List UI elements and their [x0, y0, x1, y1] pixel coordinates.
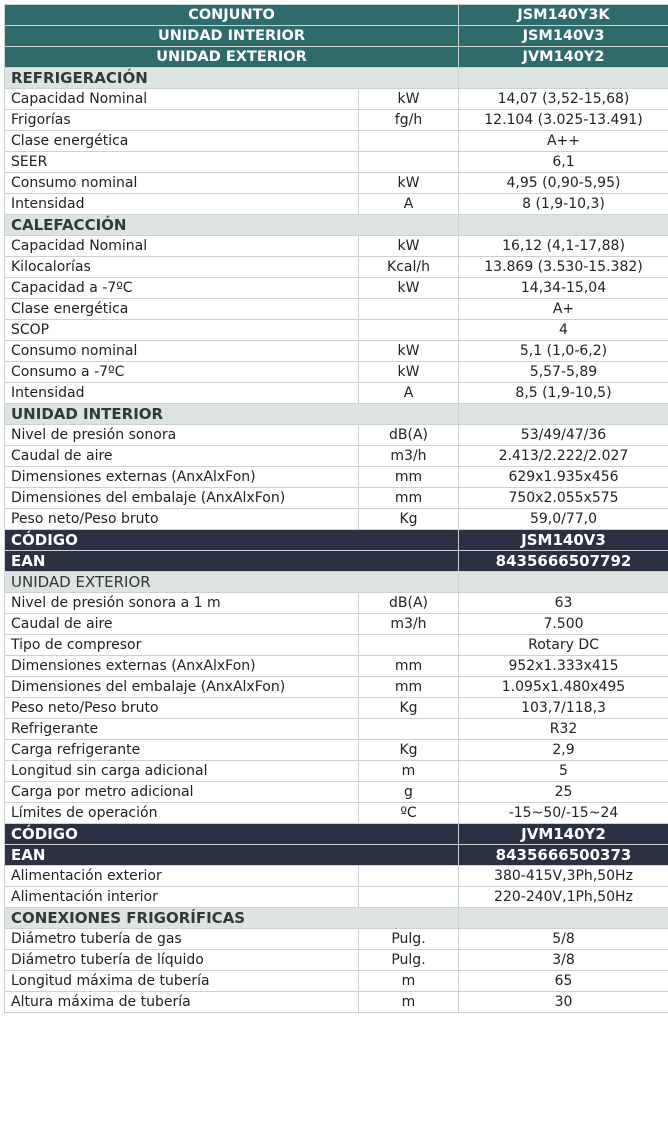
spec-row [5, 257, 668, 278]
spec-value: 380-415V,3Ph,50Hz [459, 866, 668, 887]
spec-row [5, 635, 668, 656]
spec-unit: mm [359, 677, 459, 698]
header-label: UNIDAD INTERIOR [5, 26, 459, 47]
spec-row [5, 887, 668, 908]
spec-value: 8,5 (1,9-10,5) [459, 383, 668, 404]
spec-label: SCOP [5, 320, 359, 341]
spec-label: Consumo nominal [5, 173, 359, 194]
spec-label: Diámetro tubería de gas [5, 929, 359, 950]
spec-table-body [5, 5, 668, 1013]
spec-row [5, 341, 668, 362]
spec-table [4, 4, 668, 1013]
spec-label: SEER [5, 152, 359, 173]
code-label: CÓDIGO [5, 530, 459, 551]
section-filler [459, 908, 668, 929]
spec-label: Longitud máxima de tubería [5, 971, 359, 992]
spec-row [5, 509, 668, 530]
spec-label: Diámetro tubería de líquido [5, 950, 359, 971]
spec-unit: kW [359, 173, 459, 194]
spec-label: Intensidad [5, 194, 359, 215]
spec-label: Dimensiones externas (AnxAlxFon) [5, 467, 359, 488]
spec-label: Frigorías [5, 110, 359, 131]
section-filler [459, 215, 668, 236]
spec-row [5, 614, 668, 635]
spec-row [5, 656, 668, 677]
spec-row [5, 761, 668, 782]
spec-label: Refrigerante [5, 719, 359, 740]
spec-unit: m [359, 761, 459, 782]
spec-row [5, 593, 668, 614]
spec-value: 7.500 [459, 614, 668, 635]
spec-row [5, 950, 668, 971]
spec-row [5, 992, 668, 1013]
spec-row [5, 89, 668, 110]
spec-value: 53/49/47/36 [459, 425, 668, 446]
spec-row [5, 320, 668, 341]
spec-unit: m [359, 992, 459, 1013]
spec-row [5, 236, 668, 257]
spec-row [5, 131, 668, 152]
spec-unit: m3/h [359, 614, 459, 635]
spec-label: Capacidad Nominal [5, 236, 359, 257]
spec-label: Caudal de aire [5, 614, 359, 635]
spec-label: Límites de operación [5, 803, 359, 824]
code-row-ean [5, 845, 668, 866]
spec-unit [359, 866, 459, 887]
spec-value: 6,1 [459, 152, 668, 173]
header-label: UNIDAD EXTERIOR [5, 47, 459, 68]
header-value: JSM140Y3K [459, 5, 668, 26]
spec-value: 14,07 (3,52-15,68) [459, 89, 668, 110]
spec-row [5, 362, 668, 383]
spec-row [5, 194, 668, 215]
spec-value: 5 [459, 761, 668, 782]
spec-value: 2.413/2.222/2.027 [459, 446, 668, 467]
code-label: EAN [5, 551, 459, 572]
spec-label: Peso neto/Peso bruto [5, 509, 359, 530]
spec-unit [359, 299, 459, 320]
spec-label: Carga por metro adicional [5, 782, 359, 803]
spec-unit: Kcal/h [359, 257, 459, 278]
spec-label: Altura máxima de tubería [5, 992, 359, 1013]
spec-row [5, 866, 668, 887]
spec-value: 16,12 (4,1-17,88) [459, 236, 668, 257]
spec-unit: mm [359, 656, 459, 677]
spec-value: 750x2.055x575 [459, 488, 668, 509]
header-row-unidad-exterior [5, 47, 668, 68]
section-header-unidad-interior [5, 404, 668, 425]
spec-label: Tipo de compresor [5, 635, 359, 656]
code-row-ean [5, 551, 668, 572]
spec-value: 952x1.333x415 [459, 656, 668, 677]
spec-label: Carga refrigerante [5, 740, 359, 761]
spec-value: 63 [459, 593, 668, 614]
spec-value: 629x1.935x456 [459, 467, 668, 488]
spec-label: Dimensiones externas (AnxAlxFon) [5, 656, 359, 677]
spec-label: Dimensiones del embalaje (AnxAlxFon) [5, 488, 359, 509]
section-header-calefaccion [5, 215, 668, 236]
spec-value: A+ [459, 299, 668, 320]
code-value: 8435666507792 [459, 551, 668, 572]
header-value: JSM140V3 [459, 26, 668, 47]
section-header-unidad-exterior [5, 572, 668, 593]
code-row-codigo [5, 824, 668, 845]
spec-label: Peso neto/Peso bruto [5, 698, 359, 719]
spec-value: 5,1 (1,0-6,2) [459, 341, 668, 362]
spec-value: 8 (1,9-10,3) [459, 194, 668, 215]
spec-unit: Kg [359, 740, 459, 761]
spec-unit: A [359, 194, 459, 215]
spec-label: Nivel de presión sonora [5, 425, 359, 446]
spec-value: 220-240V,1Ph,50Hz [459, 887, 668, 908]
spec-value: R32 [459, 719, 668, 740]
spec-unit: dB(A) [359, 593, 459, 614]
spec-value: 2,9 [459, 740, 668, 761]
spec-row [5, 299, 668, 320]
section-title: CONEXIONES FRIGORÍFICAS [5, 908, 459, 929]
header-label: CONJUNTO [5, 5, 459, 26]
spec-row [5, 782, 668, 803]
spec-unit: Pulg. [359, 950, 459, 971]
spec-unit: dB(A) [359, 425, 459, 446]
spec-row [5, 740, 668, 761]
spec-value: A++ [459, 131, 668, 152]
spec-row [5, 719, 668, 740]
spec-row [5, 467, 668, 488]
section-header-refrigeracion [5, 68, 668, 89]
spec-row [5, 488, 668, 509]
spec-row [5, 929, 668, 950]
section-title: CALEFACCIÓN [5, 215, 459, 236]
section-header-conexiones-frigorificas [5, 908, 668, 929]
spec-unit: kW [359, 236, 459, 257]
spec-label: Kilocalorías [5, 257, 359, 278]
spec-label: Capacidad a -7ºC [5, 278, 359, 299]
spec-value: -15~50/-15~24 [459, 803, 668, 824]
spec-value: 13.869 (3.530-15.382) [459, 257, 668, 278]
section-title: UNIDAD EXTERIOR [5, 572, 459, 593]
spec-unit: mm [359, 488, 459, 509]
spec-label: Intensidad [5, 383, 359, 404]
spec-value: 12.104 (3.025-13.491) [459, 110, 668, 131]
spec-label: Consumo nominal [5, 341, 359, 362]
spec-unit: Kg [359, 698, 459, 719]
spec-unit [359, 719, 459, 740]
spec-unit: Pulg. [359, 929, 459, 950]
header-row-unidad-interior [5, 26, 668, 47]
spec-row [5, 383, 668, 404]
spec-row [5, 971, 668, 992]
spec-value: 4 [459, 320, 668, 341]
spec-label: Caudal de aire [5, 446, 359, 467]
spec-label: Clase energética [5, 131, 359, 152]
spec-label: Alimentación exterior [5, 866, 359, 887]
spec-value: 1.095x1.480x495 [459, 677, 668, 698]
spec-value: 5/8 [459, 929, 668, 950]
section-filler [459, 68, 668, 89]
spec-unit: kW [359, 341, 459, 362]
spec-unit: A [359, 383, 459, 404]
spec-unit [359, 887, 459, 908]
spec-unit: kW [359, 362, 459, 383]
spec-value: Rotary DC [459, 635, 668, 656]
spec-label: Longitud sin carga adicional [5, 761, 359, 782]
spec-unit [359, 152, 459, 173]
code-label: EAN [5, 845, 459, 866]
spec-row [5, 110, 668, 131]
code-value: JVM140Y2 [459, 824, 668, 845]
spec-unit: m [359, 971, 459, 992]
spec-unit [359, 131, 459, 152]
spec-label: Alimentación interior [5, 887, 359, 908]
spec-unit: ºC [359, 803, 459, 824]
spec-value: 14,34-15,04 [459, 278, 668, 299]
spec-unit: mm [359, 467, 459, 488]
code-value: JSM140V3 [459, 530, 668, 551]
section-filler [459, 404, 668, 425]
spec-unit [359, 320, 459, 341]
code-value: 8435666500373 [459, 845, 668, 866]
spec-label: Nivel de presión sonora a 1 m [5, 593, 359, 614]
spec-value: 3/8 [459, 950, 668, 971]
spec-unit: kW [359, 89, 459, 110]
spec-row [5, 803, 668, 824]
spec-label: Dimensiones del embalaje (AnxAlxFon) [5, 677, 359, 698]
section-filler [459, 572, 668, 593]
section-title: UNIDAD INTERIOR [5, 404, 459, 425]
spec-label: Clase energética [5, 299, 359, 320]
spec-value: 5,57-5,89 [459, 362, 668, 383]
spec-unit [359, 635, 459, 656]
spec-value: 25 [459, 782, 668, 803]
spec-row [5, 446, 668, 467]
spec-unit: kW [359, 278, 459, 299]
header-value: JVM140Y2 [459, 47, 668, 68]
spec-value: 4,95 (0,90-5,95) [459, 173, 668, 194]
header-row-conjunto [5, 5, 668, 26]
spec-unit: m3/h [359, 446, 459, 467]
spec-row [5, 152, 668, 173]
spec-value: 30 [459, 992, 668, 1013]
spec-label: Capacidad Nominal [5, 89, 359, 110]
spec-value: 103,7/118,3 [459, 698, 668, 719]
spec-row [5, 677, 668, 698]
spec-row [5, 173, 668, 194]
code-row-codigo [5, 530, 668, 551]
spec-row [5, 698, 668, 719]
spec-value: 59,0/77,0 [459, 509, 668, 530]
spec-unit: g [359, 782, 459, 803]
code-label: CÓDIGO [5, 824, 459, 845]
spec-unit: fg/h [359, 110, 459, 131]
spec-row [5, 425, 668, 446]
spec-label: Consumo a -7ºC [5, 362, 359, 383]
section-title: REFRIGERACIÓN [5, 68, 459, 89]
spec-row [5, 278, 668, 299]
spec-unit: Kg [359, 509, 459, 530]
spec-value: 65 [459, 971, 668, 992]
